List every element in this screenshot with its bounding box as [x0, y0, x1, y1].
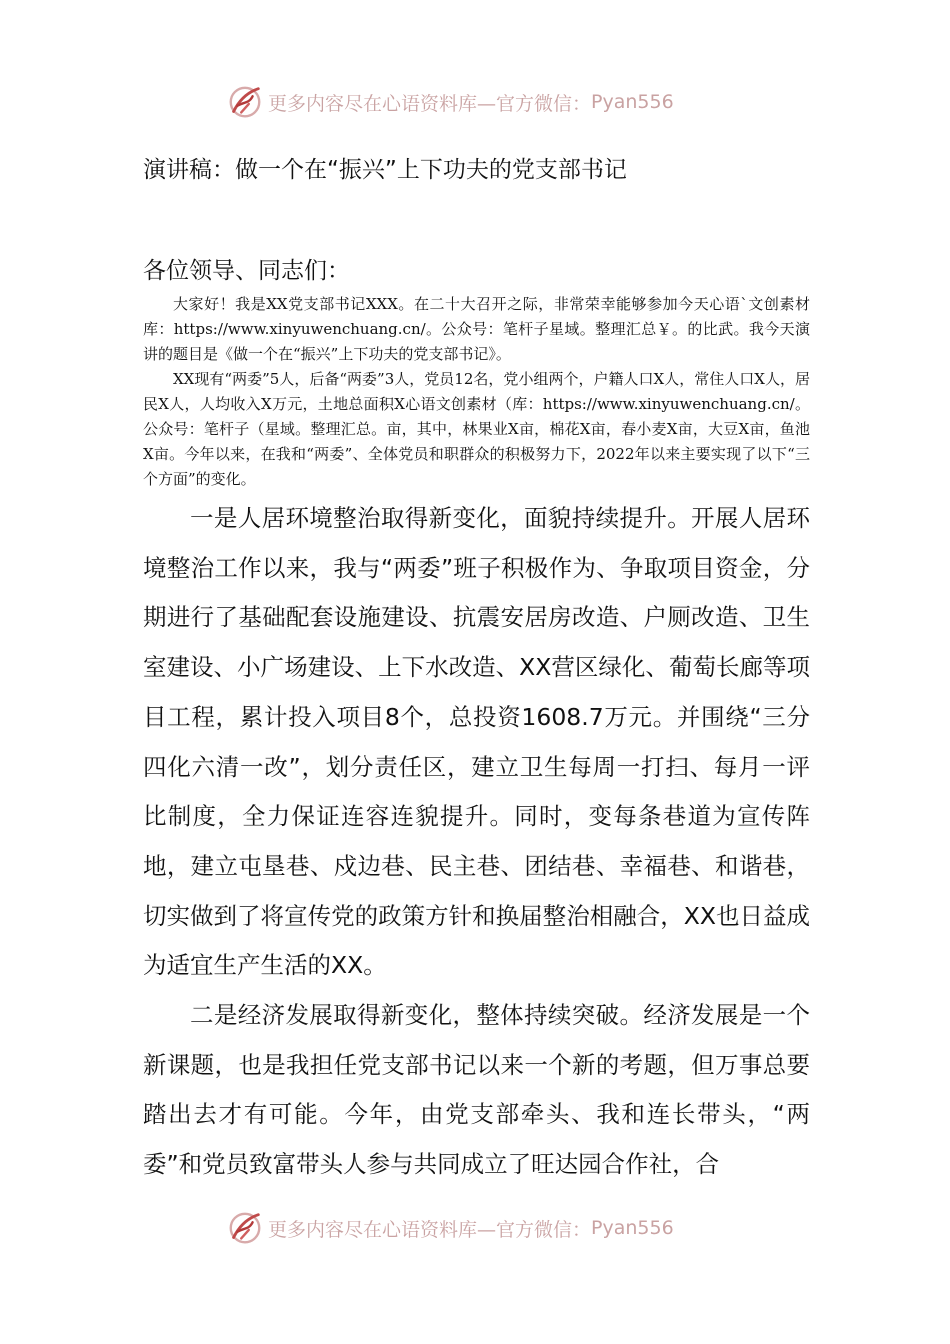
intro-paragraph: 大家好！我是XX党支部书记XXX。在二十大召开之际，非常荣幸能够参加今天心语`文创素材库：https://www.xinyuwenchuang.cn/。公众号：笔杆子星域。整理汇总￥。的比武。我今天演讲的题目是《做一个在“振兴”上下功夫的党支部书记》。: [143, 295, 810, 363]
swirl-logo-icon: [226, 1209, 264, 1247]
watermark-wechat-id: Pyan556: [591, 1217, 674, 1239]
salutation: 各位领导、同志们：: [143, 258, 350, 284]
swirl-logo-icon: [226, 83, 264, 121]
watermark-text: 更多内容尽在心语资料库—官方微信：: [268, 1218, 592, 1241]
document-title: 演讲稿：做一个在“振兴”上下功夫的党支部书记: [143, 157, 627, 183]
body-paragraph: 一是人居环境整治取得新变化，面貌持续提升。开展人居环境整治工作以来，我与“两委”班子积极作为、争取项目资金，分期进行了基础配套设施建设、抗震安居房改造、户厕改造、卫生室建设、小广场建设、上下水改造、XX营区绿化、葡萄长廊等项目工程，累计投入项目8个，总投资1608.7万元。并围绕“三分四化六清一改”，划分责任区，建立卫生每周一打扫、每月一评比制度，全力保证连容连貌提升。同时，变每条巷道为宣传阵地，建立屯垦巷、戍边巷、民主巷、团结巷、幸福巷、和谐巷，切实做到了将宣传党的政策方针和换届整治相融合，XX也日益成为适宜生产生活的XX。: [143, 504, 810, 980]
watermark-wechat-id: Pyan556: [591, 91, 674, 113]
watermark-banner-top: [226, 82, 746, 122]
watermark-text: 更多内容尽在心语资料库—官方微信：: [268, 92, 592, 115]
body-paragraph: 二是经济发展取得新变化，整体持续突破。经济发展是一个新课题，也是我担任党支部书记以来一个新的考题，但万事总要踏出去才有可能。今年，由党支部牵头、我和连长带头，“两委”和党员致富带头人参与共同成立了旺达园合作社，合: [143, 1001, 810, 1179]
watermark-banner-bottom: [226, 1208, 746, 1248]
intro-paragraph: XX现有“两委”5人，后备“两委”3人，党员12名，党小组两个，户籍人口X人，常住人口X人，居民X人，人均收入X万元，土地总面积X心语文创素材（库：https://www.xinyuwenchuang.cn/。公众号：笔杆子（星域。整理汇总。亩，其中，林果业X亩，棉花X亩，春小麦X亩，大豆X亩，鱼池X亩。今年以来，在我和“两委”、全体党员和职群众的积极努力下，2022年以来主要实现了以下“三个方面”的变化。: [143, 370, 810, 488]
